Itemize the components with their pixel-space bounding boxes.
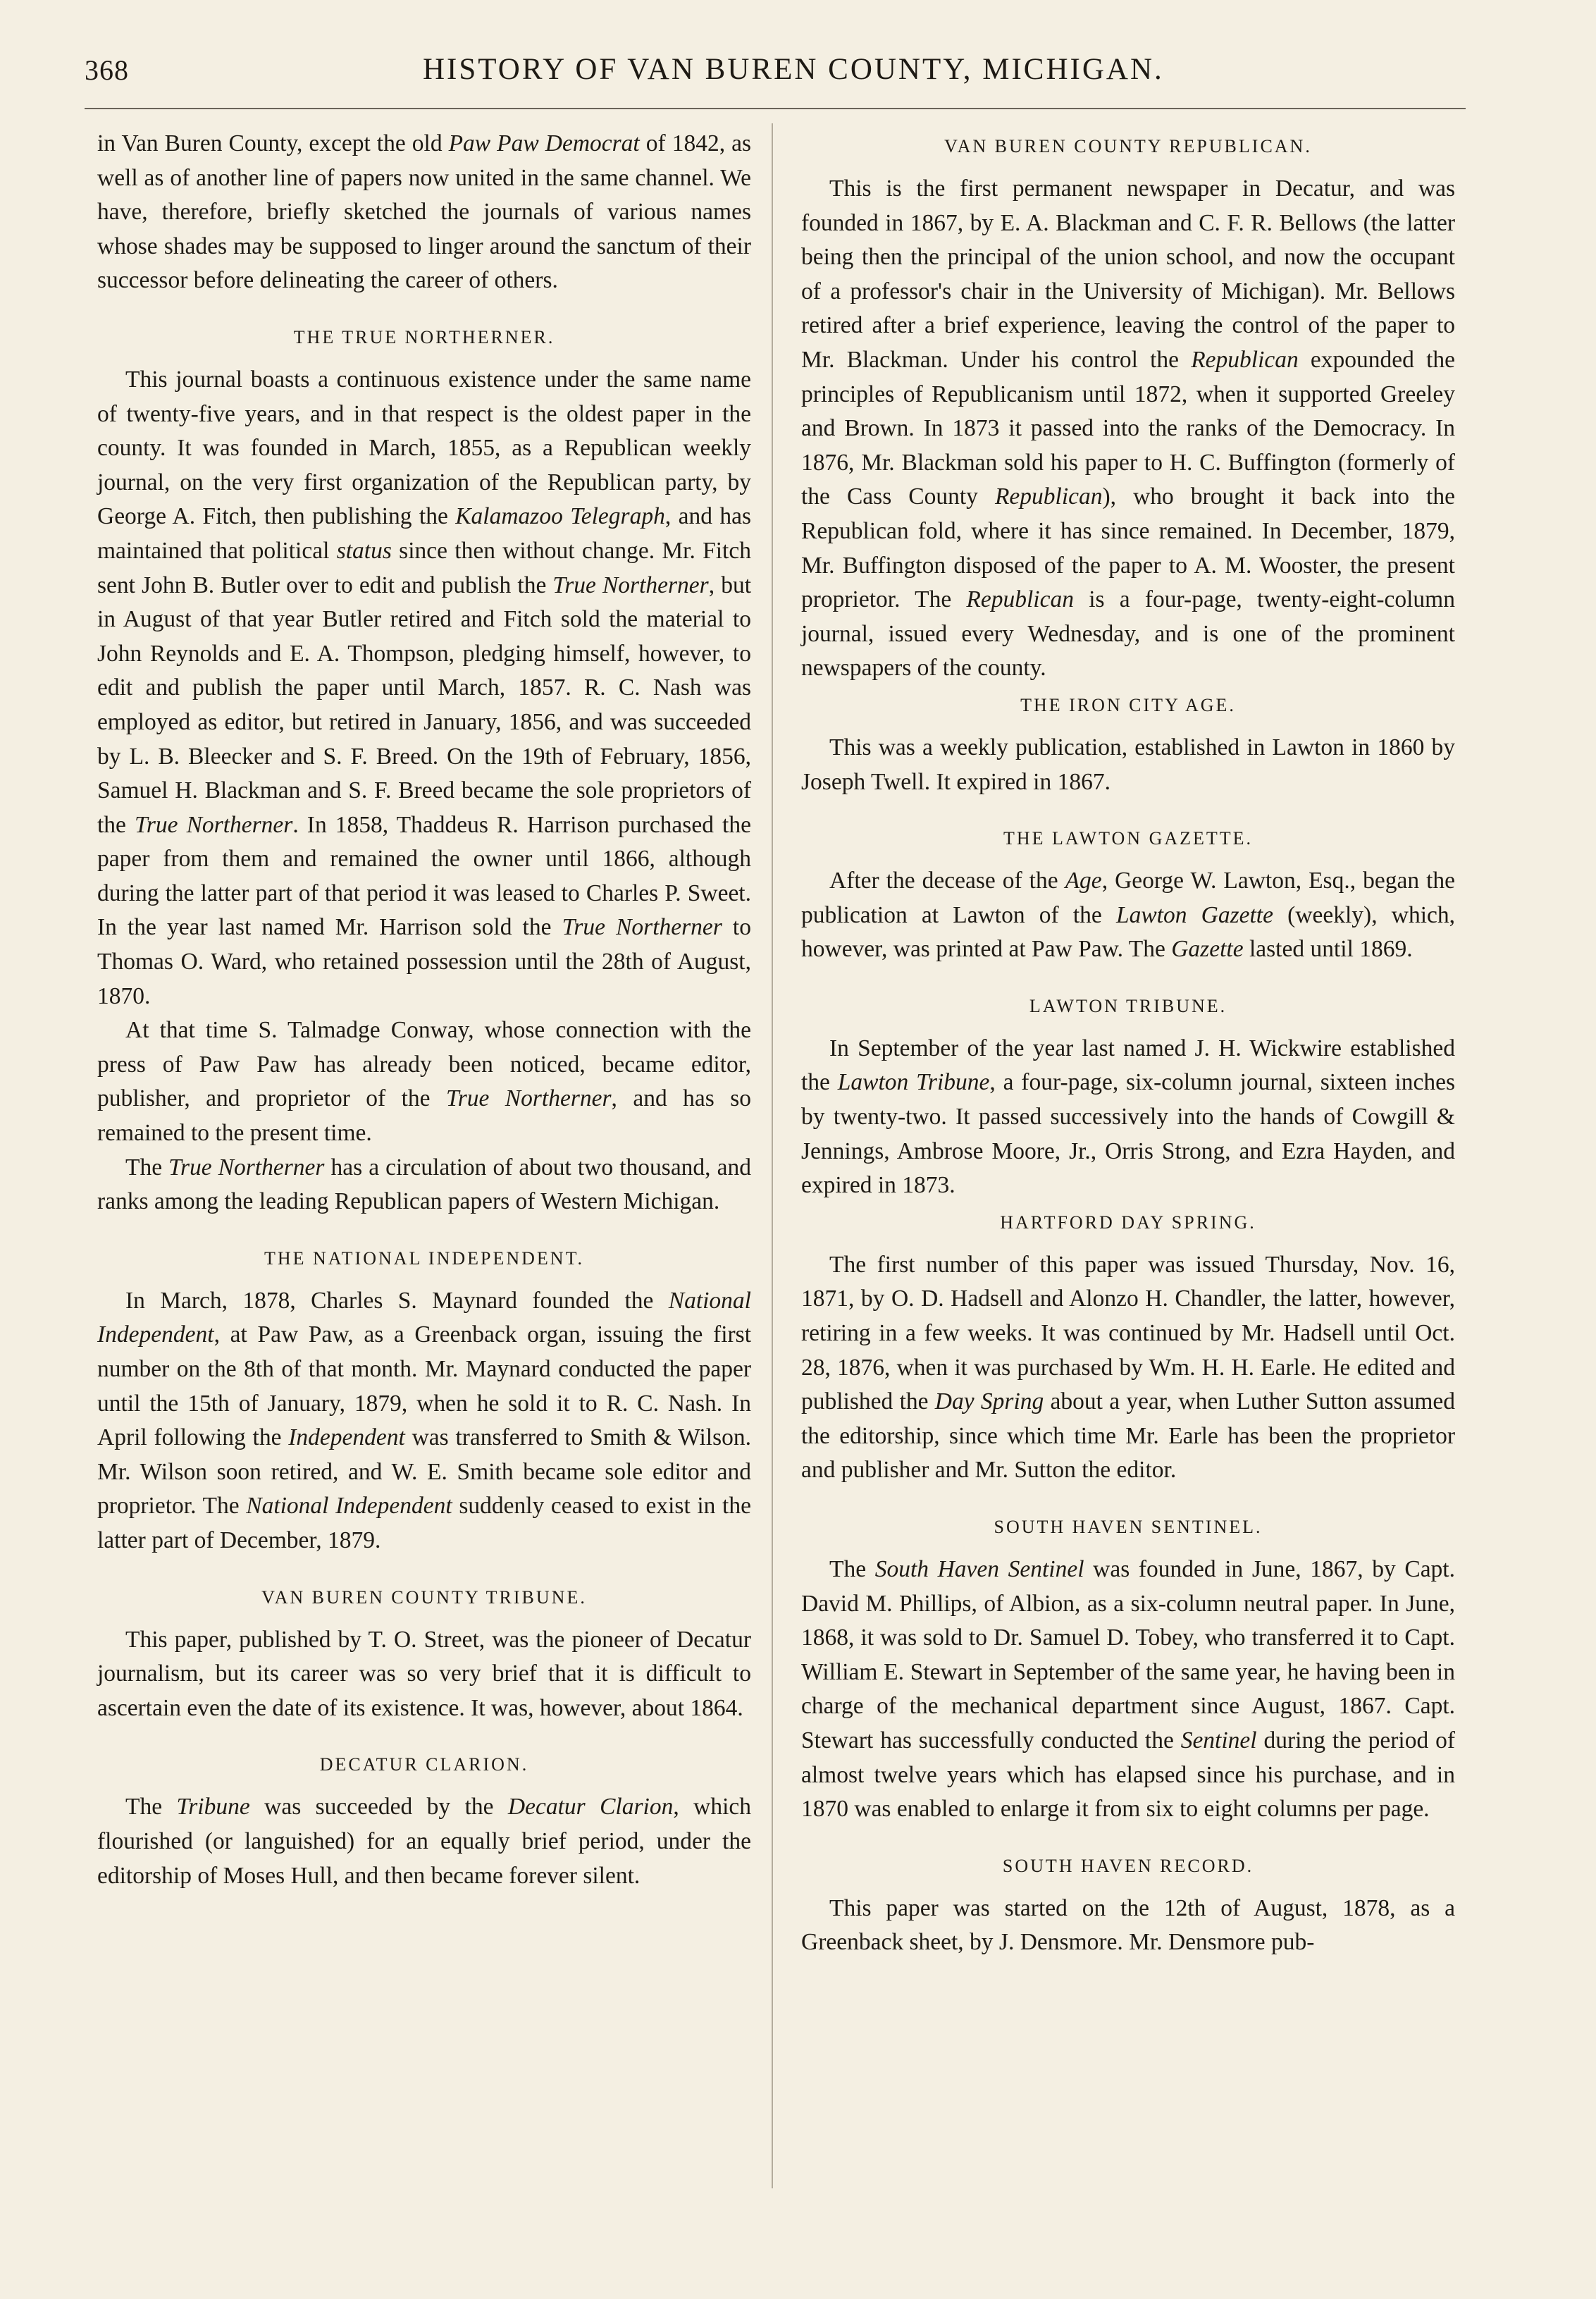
true-northerner-paragraph-1: This journal boasts a continuous existence under the same name of twenty-five years, and in that respect is the oldest paper in the county. It was founded in March, 1855, as a Republican weekly journal, on the very first organization of the Republican party, by George A. Fitch, then publishing the Kalamazoo Telegraph, and has maintained that political status since then without change. Mr. Fitch sent John B. Butler over to edit and publish the True Northerner, but in August of that year Butler retired and Fitch sold the material to John Reynolds and E. A. Thompson, pledging himself, however, to edit and publish the paper until March, 1857. R. C. Nash was employed as editor, but retired in January, 1856, and was succeeded by L. B. Bleecker and S. F. Breed. On the 19th of February, 1856, Samuel H. Blackman and S. F. Breed became the sole proprietors of the True Northerner. In 1858, Thaddeus R. Harrison purchased the paper from them and remained the owner until 1866, although during the latter part of that period it was leased to Charles P. Sweet. In the year last named Mr. Harrison sold the True Northerner to Thomas O. Ward, who retained possession until the 28th of August, 1870. (97, 366, 751, 1009)
south-haven-record-paragraph: This paper was started on the 12th of August, 1878, as a Greenback sheet, by J. Densmore. Mr. Densmore pub- (801, 1894, 1455, 1956)
header-rule (85, 108, 1466, 109)
national-independent-paragraph: In March, 1878, Charles S. Maynard founded the National Independent, at Paw Paw, as a Greenback organ, issuing the first number on the 8th of that month. Mr. Maynard conducted the paper until the 15th of January, 1879, when he sold it to R. C. Nash. In April following the Independent was transferred to Smith & Wilson. Mr. Wilson soon retired, and W. E. Smith became sole editor and proprietor. The National Independent suddenly ceased to exist in the latter part of December, 1879. (97, 1287, 751, 1553)
section-heading-van-buren-tribune: VAN BUREN COUNTY TRIBUNE. (261, 1586, 587, 1608)
van-buren-tribune-paragraph: This paper, published by T. O. Street, was the pioneer of Decatur journalism, but its career was so very brief that it is difficult to ascertain even the date of its existence. It was, however, about 1864. (97, 1626, 751, 1721)
south-haven-sentinel-paragraph: The South Haven Sentinel was founded in June, 1867, by Capt. David M. Phillips, of Albion, as a six-column neutral paper. In June, 1868, it was sold to Dr. Samuel D. Tobey, who transferred it to Capt. William E. Stewart in September of the same year, he having been in charge of the mechanical department since August, 1867. Capt. Stewart has successfully conducted the Sentinel during the period of almost twelve years which has elapsed since his purchase, and in 1870 was enabled to enlarge it from six to eight columns per page. (801, 1556, 1455, 1823)
true-northerner-paragraph-3: The True Northerner has a circulation of about two thousand, and ranks among the leading Republican papers of Western Michigan. (97, 1154, 751, 1215)
section-heading-hartford-day-spring: HARTFORD DAY SPRING. (1000, 1212, 1256, 1233)
section-heading-true-northerner: THE TRUE NORTHERNER. (293, 326, 555, 347)
decatur-clarion-paragraph: The Tribune was succeeded by the Decatur Clarion, which flourished (or languished) for an equally brief period, under the editorship of Moses Hull, and then became forever silent. (97, 1794, 751, 1889)
section-heading-van-buren-republican: VAN BUREN COUNTY REPUBLICAN. (944, 136, 1312, 156)
hartford-day-spring-paragraph: The first number of this paper was issued Thursday, Nov. 16, 1871, by O. D. Hadsell and Alonzo H. Chandler, the latter, however, retiring in a few weeks. It was continued by Mr. Hadsell until Oct. 28, 1876, when it was purchased by Wm. H. H. Earle. He edited and published the Day Spring about a year, when Luther Sutton assumed the editorship, since which time Mr. Earle has been the proprietor and publisher and Mr. Sutton the editor. (801, 1251, 1456, 1484)
section-heading-iron-city-age: THE IRON CITY AGE. (1020, 694, 1236, 715)
section-heading-lawton-gazette: THE LAWTON GAZETTE. (1003, 828, 1254, 849)
lawton-tribune-paragraph: In September of the year last named J. H. Wickwire established the Lawton Tribune, a four-page, six-column journal, sixteen inches by twenty-two. It passed successively into the hands of Cowgill & Jennings, Ambrose Moore, Jr., Orris Strong, and Ezra Hayden, and expired in 1873. (801, 1035, 1456, 1199)
intro-paragraph: in Van Buren County, except the old Paw Paw Democrat of 1842, as well as of another line of papers now united in the same channel. We have, therefore, briefly sketched the journals of various names whose shades may be supposed to linger around the sanctum of their successor before delineating the career of others. (97, 130, 751, 294)
left-column (97, 127, 751, 1893)
section-heading-national-independent: THE NATIONAL INDEPENDENT. (264, 1247, 585, 1269)
iron-city-age-paragraph: This was a weekly publication, established in Lawton in 1860 by Joseph Twell. It expired in 1867. (801, 734, 1455, 795)
van-buren-republican-paragraph: This is the first permanent newspaper in Decatur, and was founded in 1867, by E. A. Blackman and C. F. R. Bellows (the latter being then the principal of the union school, and now the occupant of a professor's chair in the University of Michigan). Mr. Bellows retired after a brief experience, leaving the control of the paper to Mr. Blackman. Under his control the Republican expounded the principles of Republicanism until 1872, when it supported Greeley and Brown. In 1873 it passed into the ranks of the Democracy. In 1876, Mr. Blackman sold his paper to H. C. Buffington (formerly of the Cass County Republican), who brought it back into the Republican fold, where it has since remained. In December, 1879, Mr. Buffington disposed of the paper to A. M. Wooster, the present proprietor. The Republican is a four-page, twenty-eight-column journal, issued every Wednesday, and is one of the prominent newspapers of the county. (801, 175, 1455, 682)
page-number: 368 (85, 54, 129, 86)
true-northerner-paragraph-2: At that time S. Talmadge Conway, whose connection with the press of Paw Paw has already been noticed, became editor, publisher, and proprietor of the True Northerner, and has so remained to the present time. (97, 1017, 751, 1147)
column-divider (772, 123, 773, 2188)
page-header (85, 48, 1515, 97)
running-title: HISTORY OF VAN BUREN COUNTY, MICHIGAN. (423, 53, 1164, 86)
section-heading-decatur-clarion: DECATUR CLARION. (319, 1754, 529, 1775)
section-heading-lawton-tribune: LAWTON TRIBUNE. (1029, 995, 1227, 1016)
section-heading-south-haven-record: SOUTH HAVEN RECORD. (1002, 1855, 1254, 1876)
section-heading-south-haven-sentinel: SOUTH HAVEN SENTINEL. (994, 1517, 1263, 1537)
lawton-gazette-paragraph: After the decease of the Age, George W. Lawton, Esq., began the publication at Lawton of the Lawton Gazette (weekly), which, however, was printed at Paw Paw. The Gazette lasted until 1869. (801, 868, 1456, 963)
right-column (801, 127, 1455, 1960)
